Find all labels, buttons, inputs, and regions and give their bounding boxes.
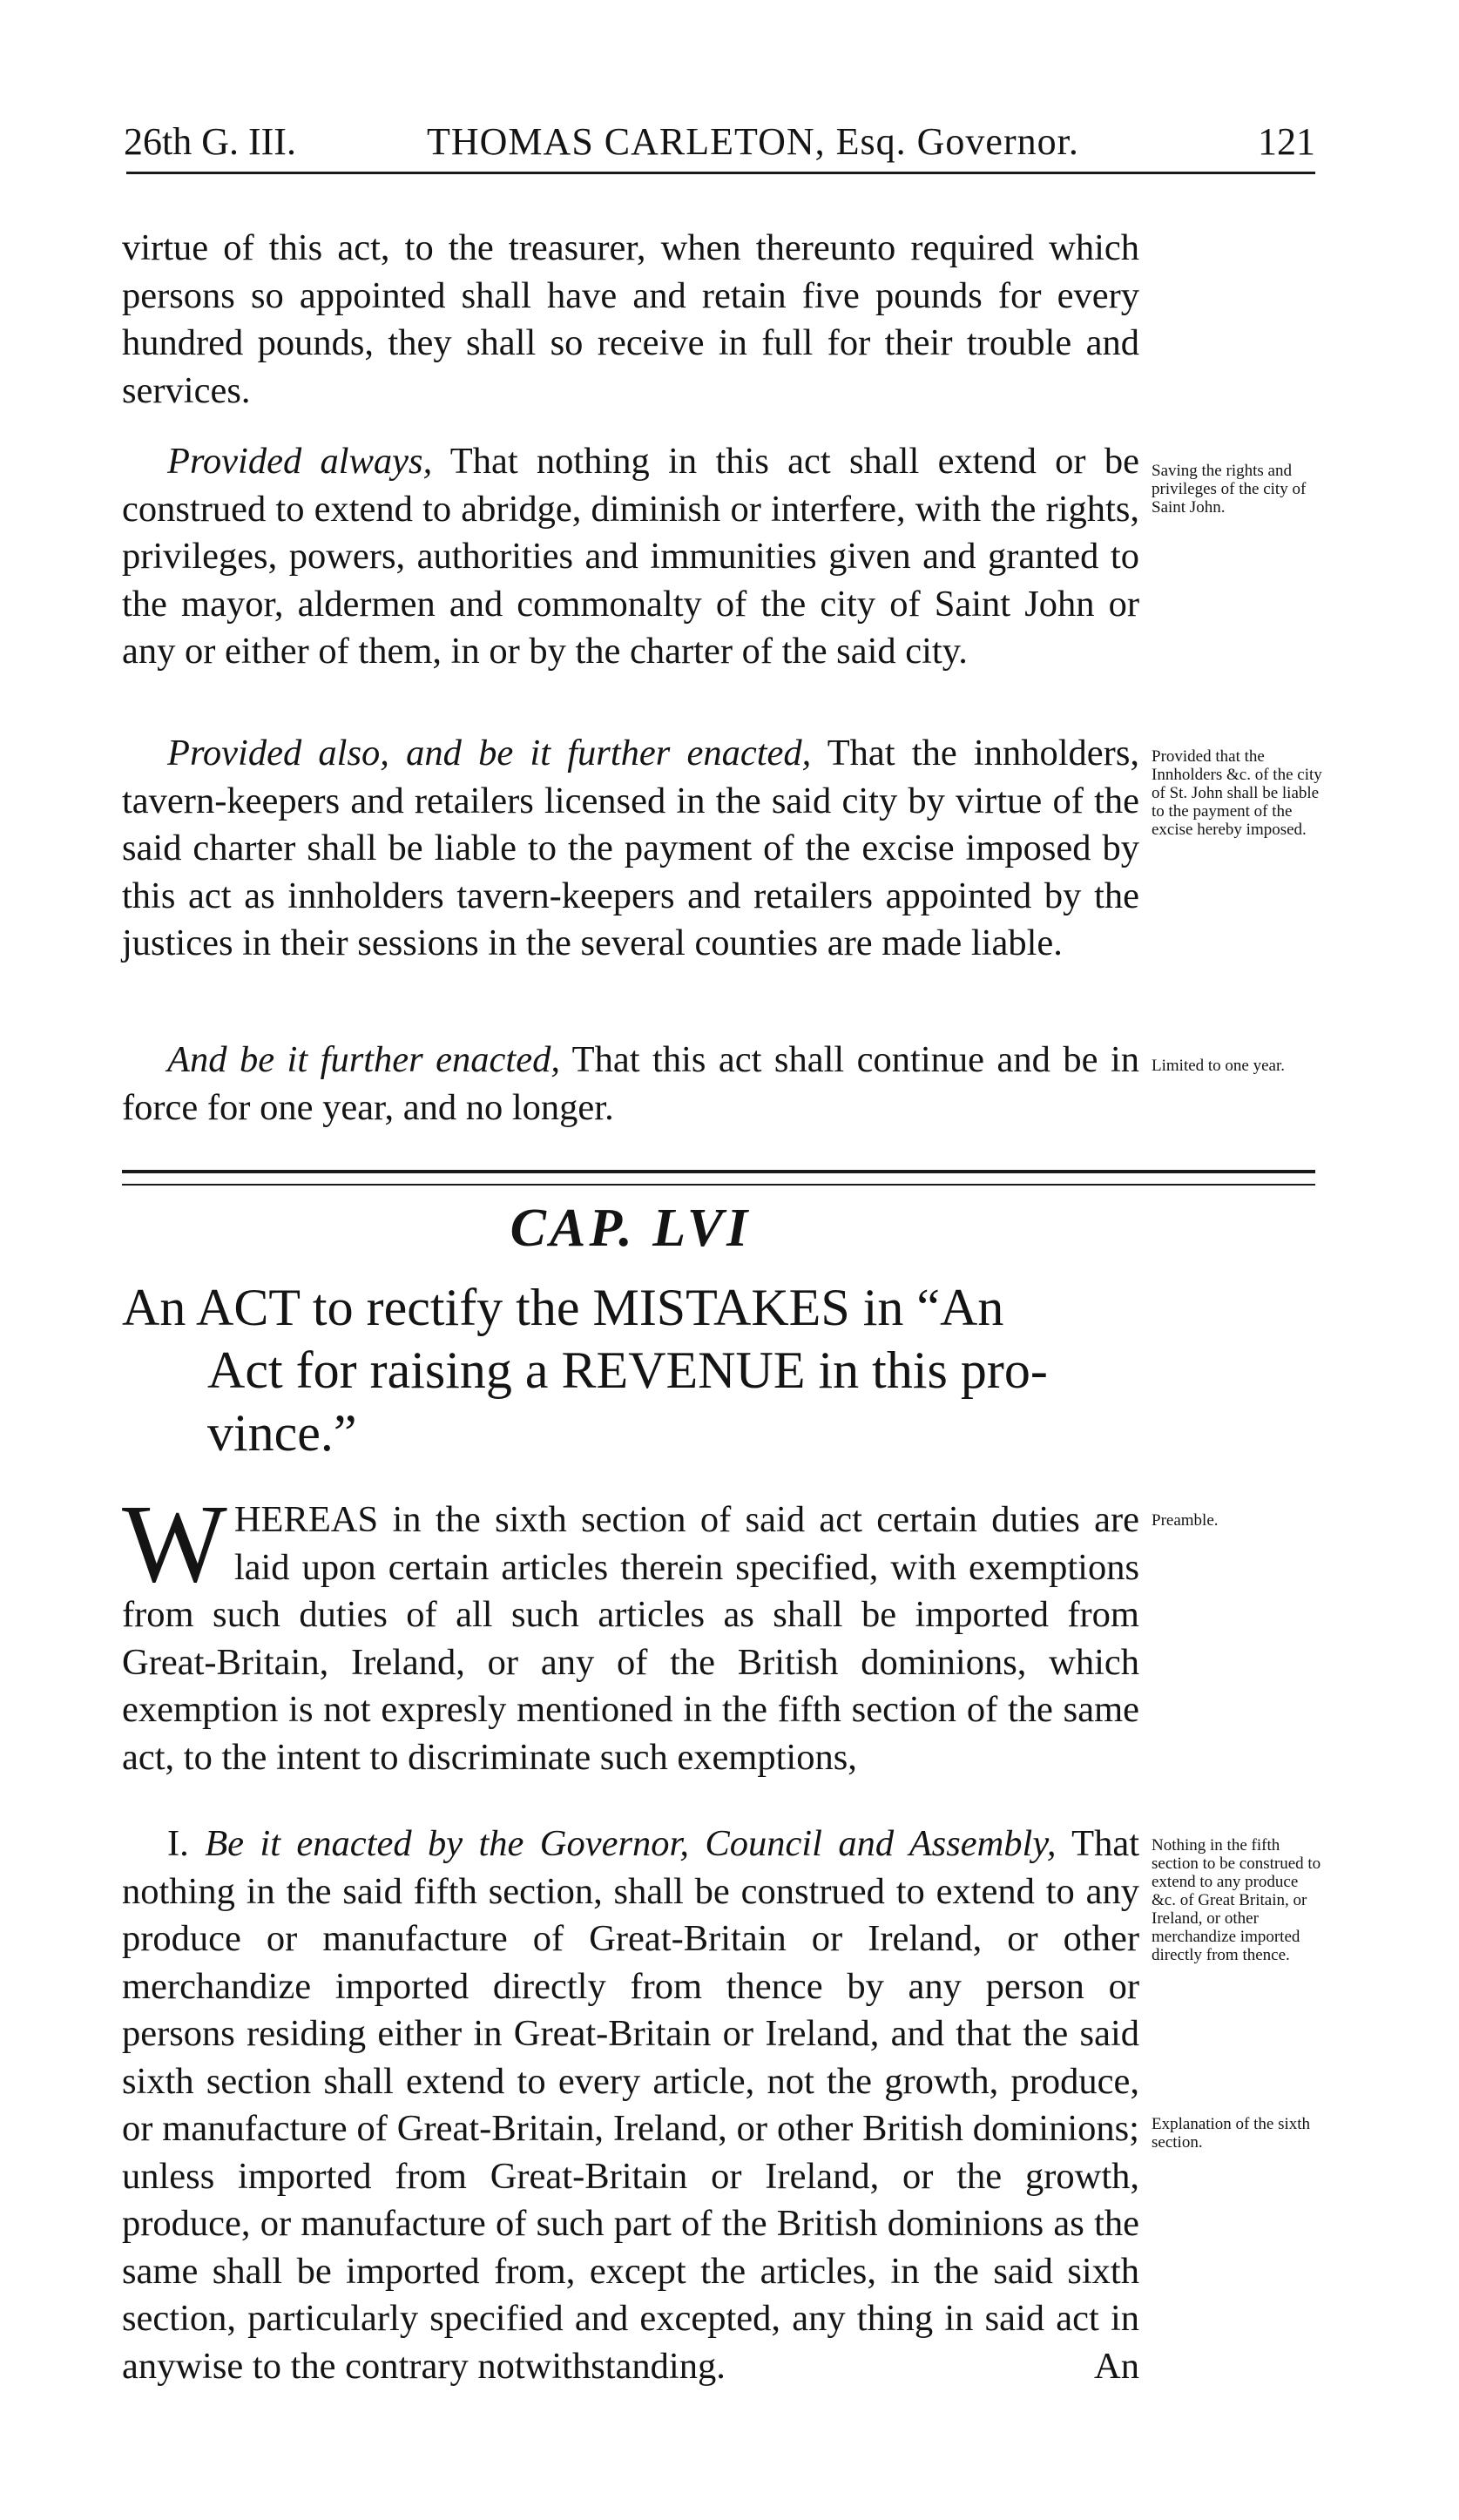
chapter-number: CAP. LVI bbox=[510, 1199, 752, 1258]
paragraph-limitation bbox=[122, 1037, 1139, 1132]
chapter-divider bbox=[122, 1170, 1315, 1186]
marginal-note-preamble: Preamble. bbox=[1152, 1511, 1219, 1530]
act-title-line: vince.” bbox=[207, 1404, 357, 1462]
paragraph-text: That nothing in this act shall extend or be construed to extend to abridge, diminish or interfere, with the rights, privileges, powers, authorities and immunities given and granted to the mayor, aldermen and commonalty of the city of Saint John or any or either of them, in or by the charter of the said city. bbox=[122, 441, 1139, 672]
marginal-note-sixth-section: Explanation of the sixth section. bbox=[1152, 2115, 1311, 2152]
catchword: An bbox=[1094, 2345, 1139, 2387]
paragraph-lead: Provided also, and be it further enacted, bbox=[167, 733, 812, 774]
paragraph-saving-rights bbox=[122, 438, 1139, 676]
running-header bbox=[96, 111, 1315, 172]
preamble-text: HEREAS in the sixth section of said act certain duties are laid upon certain articles therein specified, with exemptions from such duties of all such articles as shall be imported from Great-Britain, Ireland, or any of the British dominions, which exemption is not expresly mentioned in the fifth section of the same act, to the intent to discriminate such exemptions, bbox=[122, 1499, 1139, 1778]
section-text: That nothing in the said fifth section, shall be construed to extend to any produce or manufacture of Great-Britain or Ireland, or other merchandize imported directly from thence by any person or persons residing either in Great-Britain or Ireland, and that the said sixth section shall extend to every article, not the growth, produce, or manufacture of Great-Britain, Ireland, or other British dominions; unless imported from Great-Britain or Ireland, or the growth, produce, or manufacture of such part of the British dominions as the same shall be imported from, except the articles, in the said sixth section, particularly specified and excepted, any thing in said act in anywise to the contrary notwithstanding. bbox=[122, 1823, 1140, 2387]
marginal-note-innholders: Provided that the Innholders &c. of the city of St. John shall be liable to the payment of the excise hereby imposed. bbox=[1152, 747, 1322, 839]
drop-capital: W bbox=[122, 1482, 227, 1605]
paragraph-lead: And be it further enacted, bbox=[167, 1039, 560, 1080]
page-number: 121 bbox=[1258, 120, 1315, 163]
marginal-note-limitation: Limited to one year. bbox=[1152, 1057, 1286, 1075]
paragraph-innholders bbox=[122, 730, 1139, 968]
section-number: I. bbox=[167, 1823, 189, 1864]
act-title bbox=[122, 1276, 1158, 1464]
marginal-note-fifth-section: Nothing in the fifth section to be construed to extend to any produce &c. of Great Britain, or Ireland, or other merchandize imported directly from thence. bbox=[1152, 1836, 1321, 1964]
enacting-clause: Be it enacted by the Governor, Council and Assembly, bbox=[205, 1823, 1057, 1864]
header-title: THOMAS CARLETON, Esq. Governor. bbox=[427, 120, 1079, 163]
header-rule bbox=[126, 172, 1315, 174]
preamble bbox=[122, 1482, 1139, 1781]
header-regnal-year: 26th G. III. bbox=[124, 120, 296, 163]
paragraph-text: virtue of this act, to the treasurer, when thereunto required which persons so appointed shall have and retain five pounds for every hundred pounds, they shall so receive in full for their trouble and services. bbox=[122, 227, 1139, 411]
paragraph-lead: Provided always, bbox=[167, 441, 433, 482]
marginal-note-saving-rights: Saving the rights and privileges of the city of Saint John. bbox=[1152, 462, 1307, 517]
paragraph-text: That the innholders, tavern-keepers and retailers licensed in the said city by virtue of the said charter shall be liable to the payment of the excise imposed by this act as innholders tavern-keepers and retailers appointed by the justices in their sessions in the several counties are made liable. bbox=[122, 733, 1139, 963]
section-one bbox=[122, 1821, 1139, 2390]
paragraph-continuation bbox=[122, 225, 1139, 415]
act-title-line: Act for raising a REVENUE in this pro- bbox=[207, 1341, 1048, 1399]
paragraph-text: That this act shall continue and be in force for one year, and no longer. bbox=[122, 1039, 1139, 1128]
act-title-line: An ACT to rectify the MISTAKES in “An bbox=[122, 1279, 1004, 1336]
